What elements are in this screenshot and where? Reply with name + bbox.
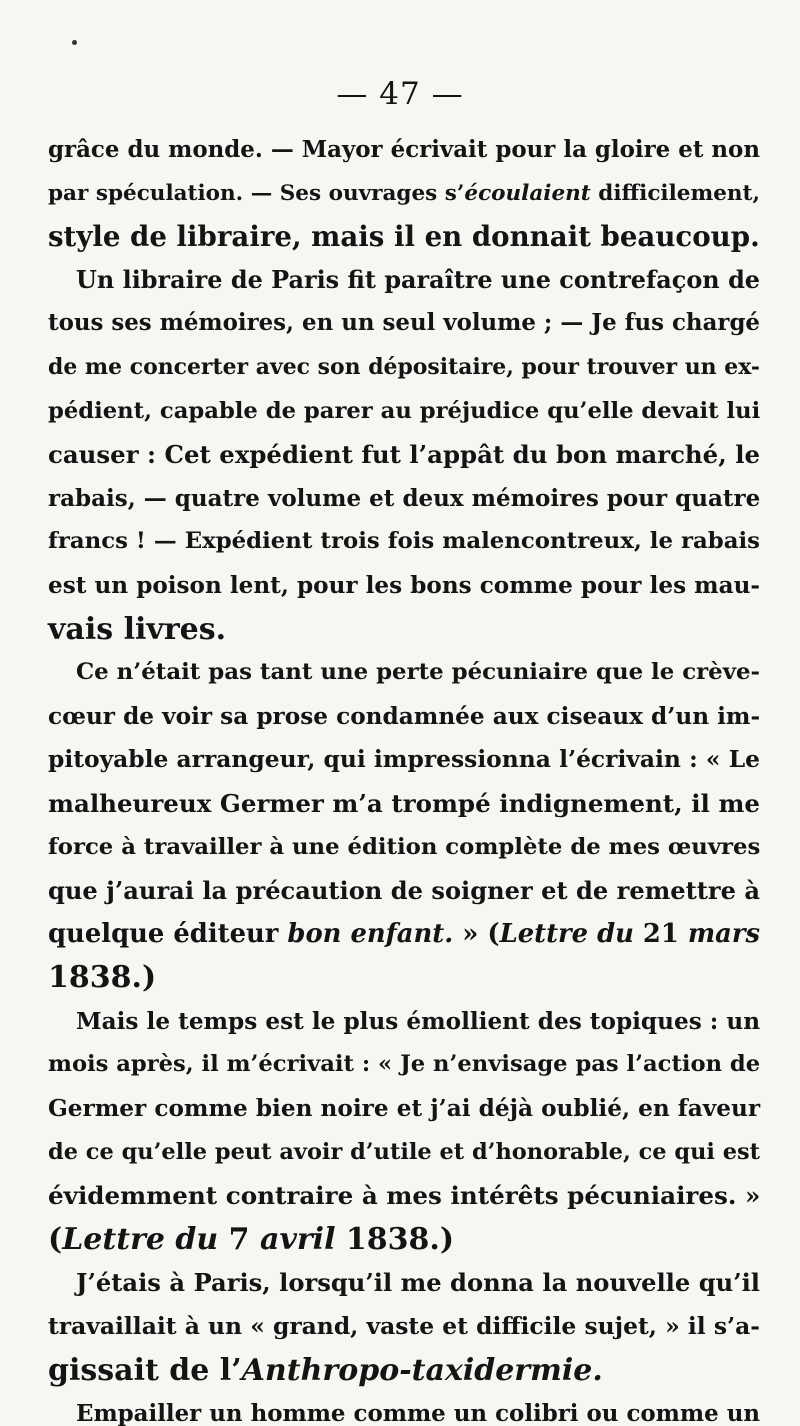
text-line	[48, 346, 760, 390]
text-segment: de ce qu’elle peut avoir d’utile et d’honorable, ce qui est	[48, 1138, 761, 1165]
body-text	[48, 128, 760, 1426]
text-segment: par spéculation. — Ses ouvrages s’	[48, 180, 465, 206]
text-line	[48, 1261, 760, 1305]
text-line	[48, 520, 760, 564]
page-number: — 47 —	[336, 76, 464, 112]
text-line	[48, 1000, 760, 1044]
text-segment: 1838.)	[335, 1221, 455, 1257]
text-segment: pédient, capable de parer au préjudice qu’elle devait lui	[48, 397, 761, 424]
text-line	[48, 913, 760, 957]
italic-text: bon enfant.	[287, 918, 454, 949]
text-line	[48, 1131, 760, 1175]
text-segment: Un libraire de Paris fit paraître une contrefaçon de	[76, 265, 760, 294]
text-line	[48, 1218, 760, 1262]
text-segment: 7	[218, 1221, 260, 1257]
text-segment: est un poison lent, pour les bons comme pour les mau-	[48, 571, 760, 599]
text-line	[48, 869, 760, 913]
text-line	[48, 1392, 760, 1426]
text-segment: pitoyable arrangeur, qui impressionna l’écrivain : « Le	[48, 745, 760, 774]
text-segment: rabais, — quatre volume et deux mémoires pour quatre	[48, 484, 761, 512]
text-line	[48, 390, 760, 434]
ink-speck	[72, 40, 77, 45]
text-line	[48, 564, 760, 608]
text-segment: cœur de voir sa prose condamnée aux ciseaux d’un im-	[48, 702, 761, 730]
text-segment: évidemment contraire à mes intérêts pécuniaires. »	[48, 1181, 761, 1211]
text-segment: Empailler un homme comme un colibri ou comme un	[76, 1400, 760, 1426]
text-line	[48, 782, 760, 826]
text-segment: travaillait à un « grand, vaste et difficile sujet, » il s’a-	[48, 1312, 760, 1341]
text-segment: francs ! — Expédient trois fois malencontreux, le rabais	[48, 528, 760, 555]
text-line	[48, 259, 760, 303]
text-line	[48, 1305, 760, 1349]
text-line	[48, 695, 760, 739]
text-segment: de me concerter avec son dépositaire, pour trouver un ex-	[48, 353, 760, 380]
text-segment: difficilement,	[590, 180, 760, 206]
text-segment: J’étais à Paris, lorsqu’il me donna la nouvelle qu’il	[76, 1268, 760, 1298]
text-segment: malheureux Germer m’a trompé indignement, il me	[48, 788, 760, 818]
text-line	[48, 738, 760, 782]
italic-text: Anthropo-taxidermie.	[241, 1352, 603, 1388]
text-segment: mois après, il m’écrivait : « Je n’envisage pas l’action de	[48, 1051, 761, 1078]
text-segment: style de libraire, mais il en donnait beaucoup.	[48, 220, 760, 254]
text-line	[48, 128, 760, 172]
text-line	[48, 826, 760, 870]
text-segment: Germer comme bien noire et j’ai déjà oublié, en faveur	[48, 1095, 761, 1123]
text-segment: » (	[453, 918, 500, 949]
text-segment: tous ses mémoires, en un seul volume ; — Je fus chargé	[48, 310, 760, 337]
text-line	[48, 608, 760, 652]
italic-text: Lettre du	[62, 1221, 219, 1257]
italic-text: Lettre du	[499, 918, 634, 949]
text-line	[48, 1349, 760, 1393]
text-segment: causer : Cet expédient fut l’appât du bon marché, le	[48, 440, 760, 470]
text-segment: grâce du monde. — Mayor écrivait pour la gloire et non	[48, 136, 760, 163]
text-segment: (	[48, 1221, 63, 1257]
text-segment: quelque éditeur	[48, 918, 288, 949]
text-line	[48, 956, 760, 1000]
text-line	[48, 172, 760, 216]
text-segment: que j’aurai la précaution de soigner et de remettre à	[48, 876, 760, 906]
text-segment: 21	[633, 918, 688, 949]
text-line	[48, 1087, 760, 1131]
text-line	[48, 1174, 760, 1218]
italic-text: avril	[260, 1221, 336, 1257]
text-line	[48, 433, 760, 477]
text-line	[48, 215, 760, 259]
text-segment: force à travailler à une édition complète de mes œuvres	[48, 833, 761, 860]
text-segment: Mais le temps est le plus émollient des topiques : un	[76, 1007, 761, 1035]
text-segment: vais livres.	[48, 611, 227, 647]
text-line	[48, 1043, 760, 1087]
italic-text: écoulaient	[464, 180, 591, 206]
text-line	[48, 302, 760, 346]
text-segment: gissait de l’	[48, 1352, 242, 1388]
text-line	[48, 477, 760, 521]
text-segment: Ce n’était pas tant une perte pécuniaire que le crève-	[76, 659, 760, 686]
italic-text: mars	[687, 918, 761, 949]
text-line	[48, 651, 760, 695]
text-segment: 1838.)	[48, 960, 157, 996]
